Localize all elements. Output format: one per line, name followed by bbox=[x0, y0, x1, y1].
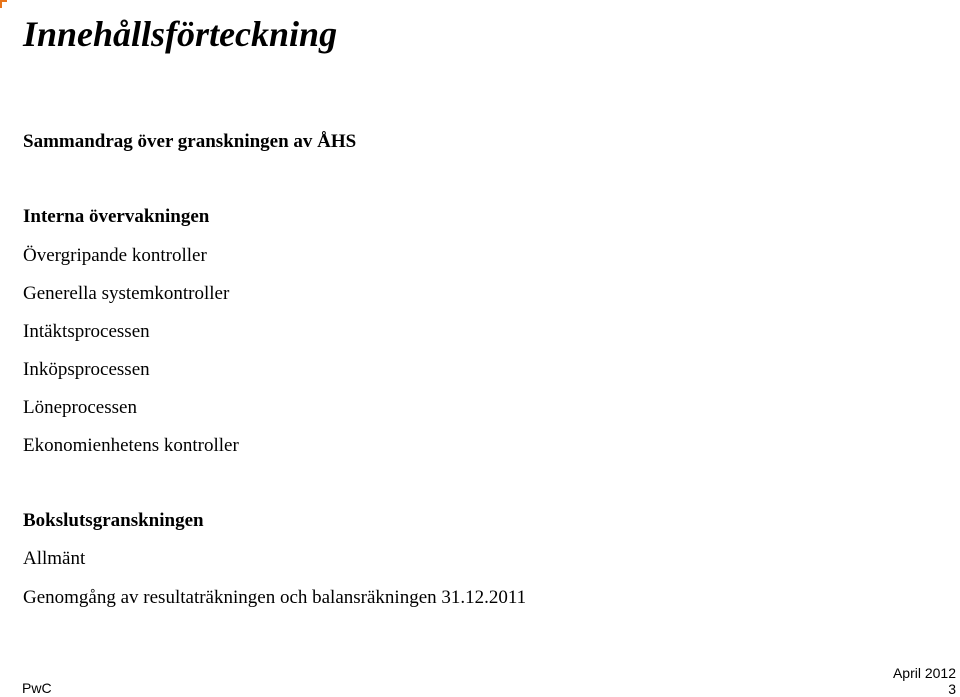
toc-item-payroll-process: Löneprocessen bbox=[23, 397, 137, 418]
footer-date: April 2012 bbox=[892, 665, 956, 681]
toc-item-income-balance-review: Genomgång av resultaträkningen och balansräkningen 31.12.2011 bbox=[23, 587, 527, 608]
toc-item-purchase-process: Inköpsprocessen bbox=[23, 359, 150, 380]
toc-item-revenue-process: Intäktsprocessen bbox=[23, 321, 150, 342]
corner-accent-mark bbox=[0, 0, 7, 8]
toc-item-general: Allmänt bbox=[23, 548, 86, 569]
footer-page-number: 3 bbox=[948, 681, 956, 697]
toc-heading-summary: Sammandrag över granskningen av ÅHS bbox=[23, 131, 357, 152]
toc-item-finance-unit-controls: Ekonomienhetens kontroller bbox=[23, 435, 239, 456]
toc-heading-closing-audit: Bokslutsgranskningen bbox=[23, 510, 204, 531]
footer-brand: PwC bbox=[22, 680, 52, 696]
toc-item-overall-controls: Övergripande kontroller bbox=[23, 245, 207, 266]
toc-heading-internal-control: Interna övervakningen bbox=[23, 206, 210, 227]
page-title: Innehållsförteckning bbox=[23, 14, 338, 54]
toc-item-general-system-controls: Generella systemkontroller bbox=[23, 283, 230, 304]
